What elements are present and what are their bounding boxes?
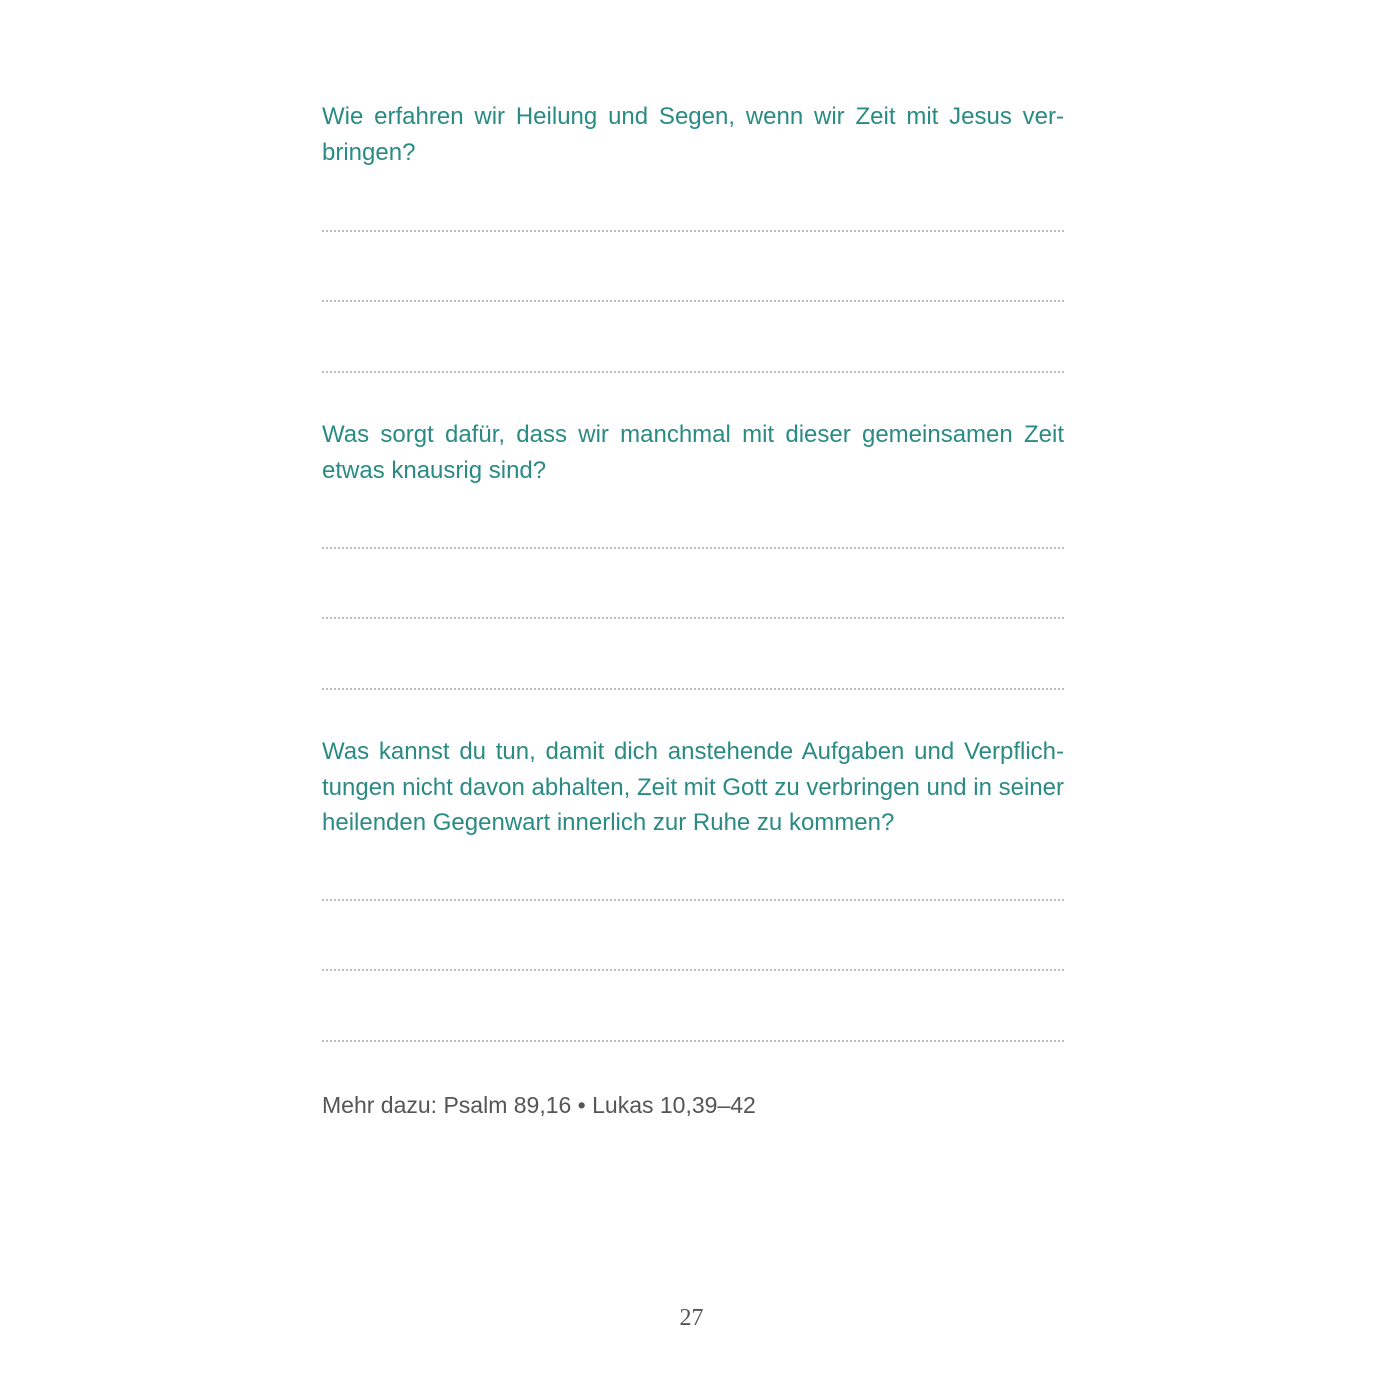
answer-line[interactable] — [322, 969, 1064, 971]
answer-line[interactable] — [322, 899, 1064, 901]
question-1-line-1: Wie erfahren wir Heilung und Segen, wenn wir Zeit mit Jesus ver- — [322, 103, 1064, 130]
answer-line[interactable] — [322, 300, 1064, 302]
question-3 — [322, 734, 1064, 841]
answer-line[interactable] — [322, 688, 1064, 690]
question-2-line-2: etwas knausrig sind? — [322, 456, 547, 484]
question-3-line-2: tungen nicht davon abhalten, Zeit mit Gott zu verbringen und in seiner — [322, 773, 1064, 801]
bible-references: Mehr dazu: Psalm 89,16 • Lukas 10,39–42 — [322, 1092, 756, 1118]
question-3-line-3: heilenden Gegenwart innerlich zur Ruhe zu kommen? — [322, 809, 895, 836]
question-2 — [322, 417, 1064, 488]
answer-line[interactable] — [322, 230, 1064, 232]
question-2-line-1: Was sorgt dafür, dass wir manchmal mit dieser gemeinsamen Zeit — [322, 421, 1064, 448]
answer-line[interactable] — [322, 371, 1064, 373]
question-1 — [322, 99, 1064, 170]
question-3-line-1: Was kannst du tun, damit dich anstehende Aufgaben und Verpflich- — [322, 738, 1064, 765]
answer-line[interactable] — [322, 617, 1064, 619]
page-number: 27 — [679, 1305, 704, 1331]
question-1-line-2: bringen? — [322, 138, 416, 166]
answer-line[interactable] — [322, 1040, 1064, 1042]
answer-line[interactable] — [322, 547, 1064, 549]
